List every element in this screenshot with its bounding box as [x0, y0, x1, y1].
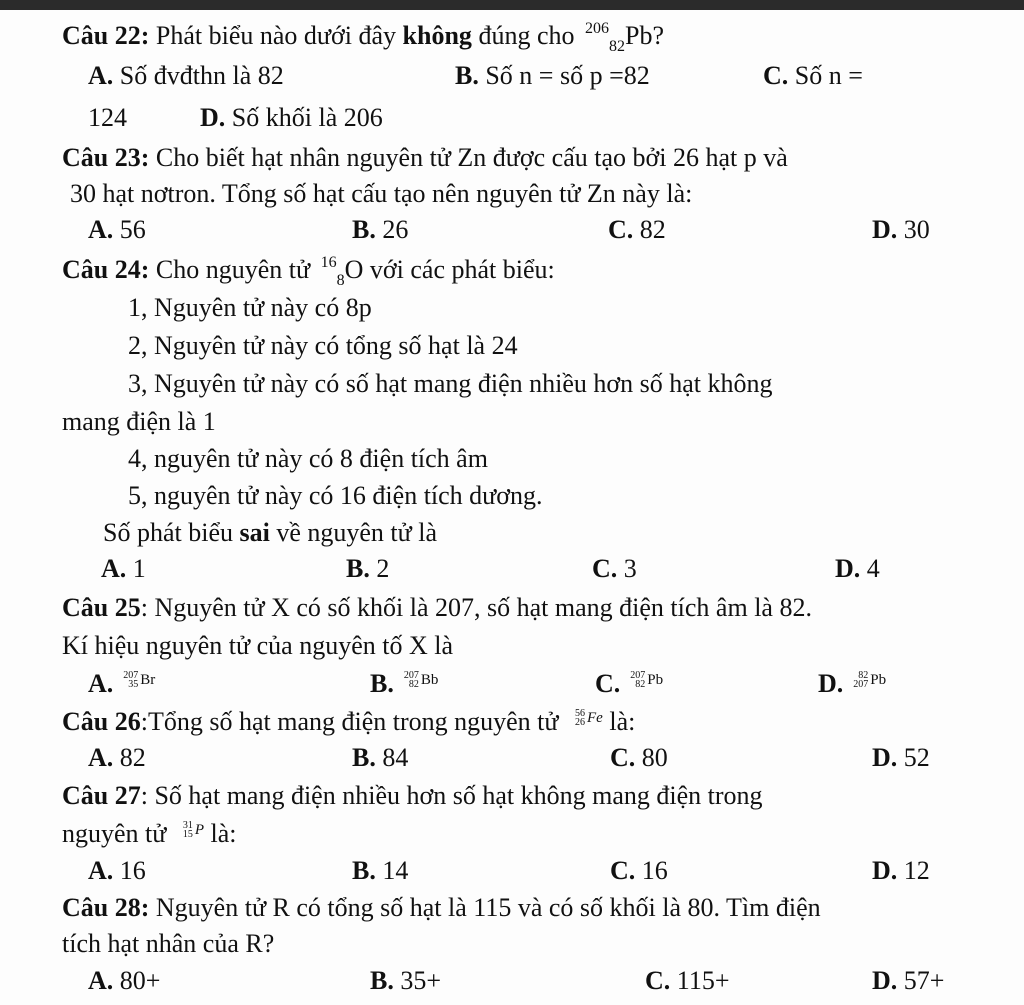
option-a: A. 80+	[88, 966, 161, 995]
option-b: B. 207 82 Bb	[370, 669, 439, 698]
isotope-p: 31 15 P	[182, 820, 205, 841]
question-label: Câu 22:	[62, 21, 150, 50]
option-d: D. 30	[872, 215, 930, 244]
option-c: C. 115+	[645, 966, 730, 995]
option-c: C. 80	[610, 743, 668, 772]
isotope-o: $^{16}_8$	[320, 254, 345, 289]
option-a: A. Số đvđthn là 82	[88, 61, 284, 90]
statement-2: 2, Nguyên tử này có tổng số hạt là 24	[128, 331, 518, 360]
option-a: A. 56	[88, 215, 146, 244]
question-22: Câu 22: Phát biểu nào dưới đây không đúng cho $^{206}_{82}$Pb?	[62, 20, 664, 55]
option-c: C. 16	[610, 856, 668, 885]
option-d: D. Số khối là 206	[200, 103, 383, 132]
question-24: Câu 24: Cho nguyên tử $^{16}_8$O với các phát biểu:	[62, 254, 555, 289]
option-a: A. 1	[101, 554, 146, 583]
option-c: C. 82	[608, 215, 666, 244]
option-b: B. 14	[352, 856, 409, 885]
option-a: A. 82	[88, 743, 146, 772]
statement-3-continued: mang điện là 1	[62, 407, 216, 436]
option-b: B. Số n = số p =82	[455, 61, 650, 90]
option-d: D. 52	[872, 743, 930, 772]
question-25-line2: Kí hiệu nguyên tử của nguyên tố X là	[62, 631, 454, 660]
statement-5: 5, nguyên tử này có 16 điện tích dương.	[128, 481, 543, 510]
option-b: B. 35+	[370, 966, 442, 995]
question-23-line2: 30 hạt nơtron. Tổng số hạt cấu tạo nên nguyên tử Zn này là:	[70, 179, 693, 208]
option-c: C. 3	[592, 554, 637, 583]
question-25: Câu 25: Nguyên tử X có số khối là 207, số hạt mang điện tích âm là 82.	[62, 593, 812, 622]
option-c: C. 207 82 Pb	[595, 669, 664, 698]
question-23: Câu 23: Cho biết hạt nhân nguyên tử Zn được cấu tạo bởi 26 hạt p và	[62, 143, 788, 172]
question-27: Câu 27: Số hạt mang điện nhiều hơn số hạt không mang điện trong	[62, 781, 763, 810]
question-27-line2: nguyên tử 31 15 P là:	[62, 819, 237, 848]
option-a: A. 16	[88, 856, 146, 885]
question-24-ask: Số phát biểu sai về nguyên tử là	[103, 518, 438, 547]
question-26: Câu 26:Tổng số hạt mang điện trong nguyên tử 56 26 Fe là:	[62, 707, 636, 736]
question-28: Câu 28: Nguyên tử R có tổng số hạt là 115 và có số khối là 80. Tìm điện	[62, 893, 821, 922]
option-d: D. 57+	[872, 966, 945, 995]
isotope-fe: 56 26 Fe	[575, 708, 603, 729]
statement-1: 1, Nguyên tử này có 8p	[128, 293, 372, 322]
option-d: D. 82 207 Pb	[818, 669, 887, 698]
isotope-pb: $^{206}_{82}$	[584, 20, 625, 55]
question-28-line2: tích hạt nhân của R?	[62, 929, 275, 958]
statement-3: 3, Nguyên tử này có số hạt mang điện nhiều hơn số hạt không	[128, 369, 773, 398]
option-c-continued: 124	[88, 103, 127, 132]
option-c: C. Số n =	[763, 61, 863, 90]
option-d: D. 4	[835, 554, 880, 583]
statement-4: 4, nguyên tử này có 8 điện tích âm	[128, 444, 488, 473]
option-a: A. 207 35 Br	[88, 669, 156, 698]
option-b: B. 26	[352, 215, 409, 244]
option-d: D. 12	[872, 856, 930, 885]
top-bar	[0, 0, 1024, 10]
option-b: B. 2	[346, 554, 390, 583]
option-b: B. 84	[352, 743, 409, 772]
